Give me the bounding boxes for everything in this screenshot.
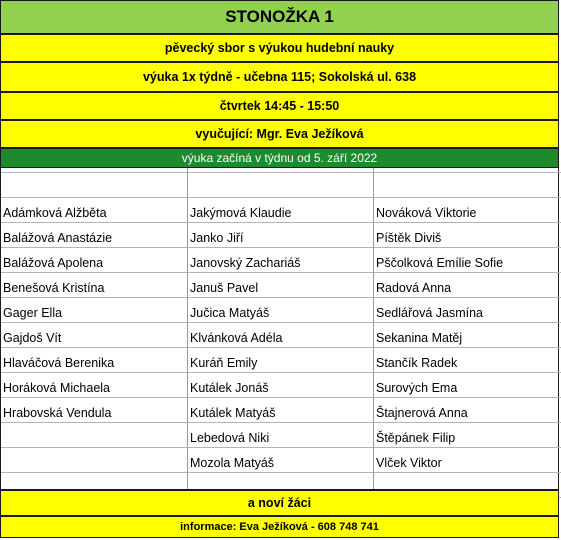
- table-gridline: [1, 472, 187, 473]
- table-gridline: [374, 172, 561, 173]
- student-name: Klvánková Adéla: [190, 331, 283, 345]
- student-name: Januš Pavel: [190, 281, 259, 295]
- student-name: Mozola Matyáš: [190, 456, 275, 470]
- student-name: Štěpánek Filip: [376, 431, 456, 445]
- student-name: Kuráň Emily: [190, 356, 258, 370]
- student-name: Horáková Michaela: [3, 381, 110, 395]
- student-name: Radová Anna: [376, 281, 452, 295]
- new-students-label: a noví žáci: [0, 490, 559, 516]
- teacher-name: vyučující: Mgr. Eva Ježíková: [0, 120, 559, 148]
- student-name: Štajnerová Anna: [376, 406, 468, 420]
- student-name: Nováková Viktorie: [376, 206, 477, 220]
- lesson-location: výuka 1x týdně - učebna 115; Sokolská ul. 638: [0, 62, 559, 92]
- table-gridline: [188, 197, 374, 198]
- student-name: Jakýmová Klaudie: [190, 206, 292, 220]
- student-column-3: [373, 168, 561, 489]
- student-column-2: [187, 168, 374, 489]
- student-name: Gajdoš Vít: [3, 331, 62, 345]
- student-name: Hlaváčová Berenika: [3, 356, 115, 370]
- student-name: Vlček Viktor: [376, 456, 442, 470]
- student-name: Píštěk Diviš: [376, 231, 442, 245]
- student-name: Adámková Alžběta: [3, 206, 107, 220]
- student-name: Balážová Anastázie: [3, 231, 113, 245]
- student-name: Kutálek Jonáš: [190, 381, 269, 395]
- student-column-1: [1, 168, 187, 489]
- lesson-time: čtvrtek 14:45 - 15:50: [0, 92, 559, 120]
- student-name: Stančík Radek: [376, 356, 458, 370]
- table-gridline: [374, 197, 561, 198]
- student-name: Kutálek Matyáš: [190, 406, 276, 420]
- subtitle-choir: pěvecký sbor s výukou hudební nauky: [0, 34, 559, 62]
- student-name: Gager Ella: [3, 306, 63, 320]
- contact-info: informace: Eva Ježíková - 608 748 741: [0, 516, 559, 538]
- student-name: Surových Ema: [376, 381, 458, 395]
- table-gridline: [1, 447, 187, 448]
- table-gridline: [188, 172, 374, 173]
- student-name: Pščolková Emílie Sofie: [376, 256, 504, 270]
- student-name: Sedlářová Jasmína: [376, 306, 484, 320]
- table-gridline: [1, 197, 187, 198]
- student-name: Janovský Zachariáš: [190, 256, 301, 270]
- start-date: výuka začíná v týdnu od 5. září 2022: [0, 148, 559, 168]
- student-name: Jučica Matyáš: [190, 306, 270, 320]
- student-list-table: [0, 168, 559, 490]
- table-gridline: [1, 172, 187, 173]
- student-name: Benešová Kristína: [3, 281, 105, 295]
- student-name: Hrabovská Vendula: [3, 406, 112, 420]
- student-name: Lebedová Niki: [190, 431, 270, 445]
- student-name: Janko Jiří: [190, 231, 244, 245]
- student-name: Balážová Apolena: [3, 256, 104, 270]
- student-name: Sekanina Matěj: [376, 331, 463, 345]
- page-title: STONOŽKA 1: [0, 0, 559, 34]
